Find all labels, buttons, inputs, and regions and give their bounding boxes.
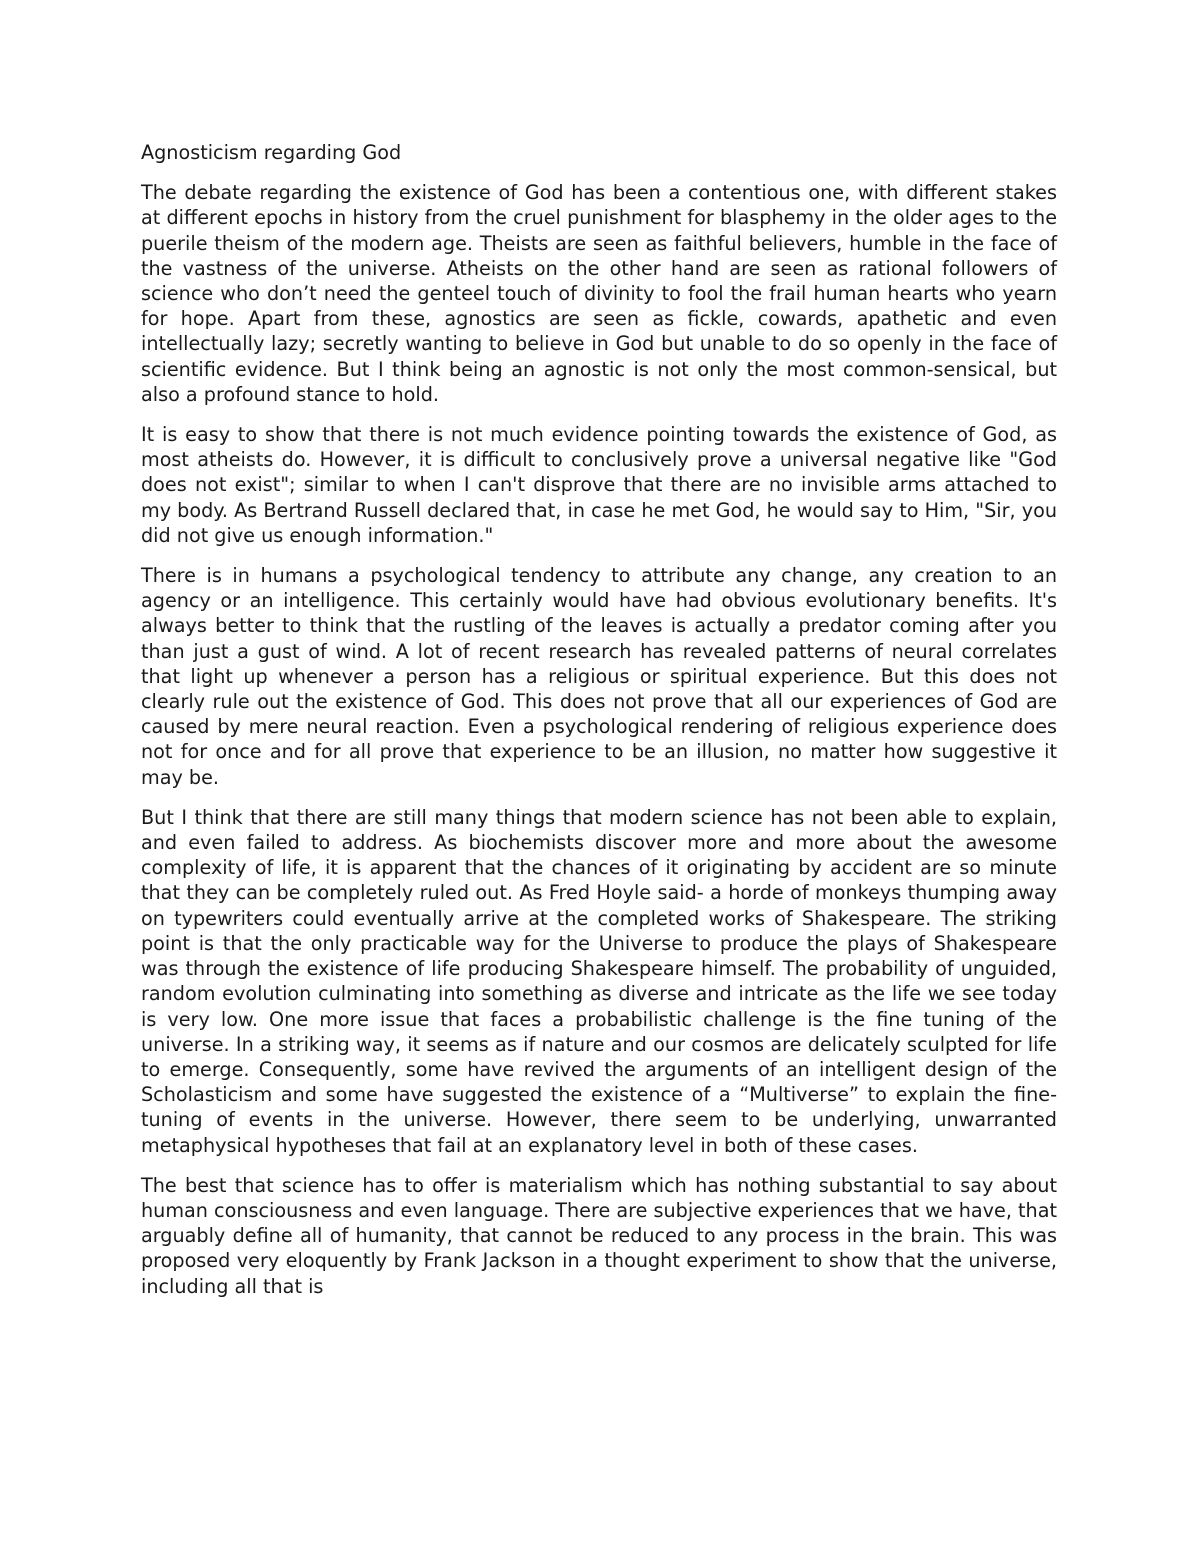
- paragraph-1: The debate regarding the existence of God has been a contentious one, with different stakes at different epochs in history from the cruel punishment for blasphemy in the older ages to the puerile theism of the modern age. Theists are seen as faithful believers, humble in the face of the vastness of the universe. Atheists on the other hand are seen as rational followers of science who don’t need the genteel touch of divinity to fool the frail human hearts who yearn for hope. Apart from these, agnostics are seen as fickle, cowards, apathetic and even intellectually lazy; secretly wanting to believe in God but unable to do so openly in the face of scientific evidence. But I think being an agnostic is not only the most common-sensical, but also a profound stance to hold.: [141, 181, 1057, 406]
- paragraph-5: The best that science has to offer is materialism which has nothing substantial to say about human consciousness and even language. There are subjective experiences that we have, that arguably define all of humanity, that cannot be reduced to any process in the brain. This was proposed very eloquently by Frank Jackson in a thought experiment to show that the universe, including all that is: [141, 1173, 1057, 1298]
- paragraph-3: There is in humans a psychological tendency to attribute any change, any creation to an agency or an intelligence. This certainly would have had obvious evolutionary benefits. It's always better to think that the rustling of the leaves is actually a predator coming after you than just a gust of wind. A lot of recent research has revealed patterns of neural correlates that light up whenever a person has a religious or spiritual experience. But this does not clearly rule out the existence of God. This does not prove that all our experiences of God are caused by mere neural reaction. Even a psychological rendering of religious experience does not for once and for all prove that experience to be an illusion, no matter how suggestive it may be.: [141, 564, 1057, 789]
- paragraph-4: But I think that there are still many things that modern science has not been able to explain, and even failed to address. As biochemists discover more and more about the awesome complexity of life, it is apparent that the chances of it originating by accident are so minute that they can be completely ruled out. As Fred Hoyle said- a horde of monkeys thumping away on typewriters could eventually arrive at the completed works of Shakespeare. The striking point is that the only practicable way for the Universe to produce the plays of Shakespeare was through the existence of life producing Shakespeare himself. The probability of unguided, random evolution culminating into something as diverse and intricate as the life we see today is very low. One more issue that faces a probabilistic challenge is the fine tuning of the universe. In a striking way, it seems as if nature and our cosmos are delicately sculpted for life to emerge. Consequently, some have revived the arguments of an intelligent design of the Scholasticism and some have suggested the existence of a “Multiverse” to explain the fine-tuning of events in the universe. However, there seem to be underlying, unwarranted metaphysical hypotheses that fail at an explanatory level in both of these cases.: [141, 805, 1057, 1157]
- paragraph-2: It is easy to show that there is not much evidence pointing towards the existence of God, as most atheists do. However, it is difficult to conclusively prove a universal negative like "God does not exist"; similar to when I can't disprove that there are no invisible arms attached to my body. As Bertrand Russell declared that, in case he met God, he would say to Him, "Sir, you did not give us enough information.": [141, 423, 1057, 547]
- document-body: [141, 140, 1057, 1314]
- document-title: Agnosticism regarding God: [141, 141, 402, 164]
